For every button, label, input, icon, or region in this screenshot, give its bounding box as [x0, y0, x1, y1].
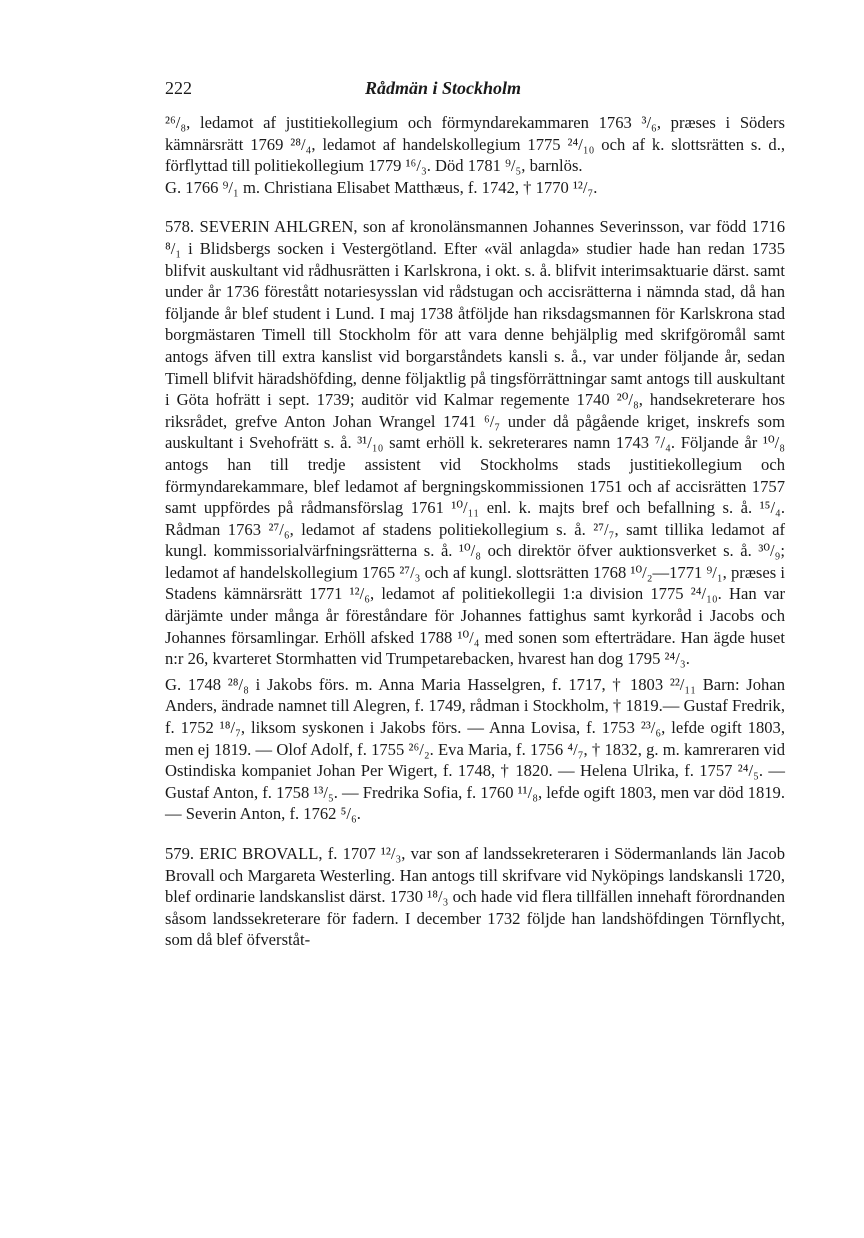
page-number: 222	[165, 78, 192, 98]
continuation-marriage-paragraph: G. 1766 ⁹/₁ m. Christiana Elisabet Matthæus, f. 1742, † 1770 ¹²/₇.	[165, 177, 598, 197]
page-header	[165, 78, 785, 106]
entry-579-paragraph: 579. ERIC BROVALL, f. 1707 ¹²/₃, var son af landssekreteraren i Södermanlands län Jacob Brovall och Margareta Westerling. Han antogs till skrifvare vid Nyköpings landskansli 1720, blef ordinarie landskanslist därst. 1730 ¹⁸/₃ och hade vid flera tillfällen innehaft förordnanden såsom landssekreterare för fadern. I december 1732 följde han landshöfdingen Törnflycht, som då blef öfverståt-	[165, 844, 785, 950]
document-page	[165, 78, 785, 951]
entry-578-family-paragraph: G. 1748 ²⁸/₈ i Jakobs förs. m. Anna Maria Hasselgren, f. 1717, † 1803 ²²/₁₁ Barn: Johan Anders, ändrade namnet till Alegren, f. 1749, rådman i Stockholm, † 1819.— Gustaf Fredrik, f. 1752 ¹⁸/₇, liksom syskonen i Jakobs förs. — Anna Lovisa, f. 1753 ²³/₆, lefde ogift 1803, men ej 1819. — Olof Adolf, f. 1755 ²⁶/₂. Eva Maria, f. 1756 ⁴/₇, † 1832, g. m. kamreraren vid Ostindiska kompaniet Johan Per Wigert, f. 1748, † 1820. — Helena Ulrika, f. 1757 ²⁴/₅. — Gustaf Anton, f. 1758 ¹³/₅. — Fredrika Sofia, f. 1760 ¹¹/₈, lefde ogift 1803, men var död 1819. — Severin Anton, f. 1762 ⁵/₆.	[165, 674, 785, 824]
continuation-paragraph: ²⁶/₈, ledamot af justitiekollegium och förmyndarekammaren 1763 ³/₆, præses i Söders kämnärsrätt 1769 ²⁸/₄, ledamot af handelskollegium 1775 ²⁴/₁₀ och af k. slottsrätten s. d., förflyttad till politiekollegium 1779 ¹⁶/₃. Död 1781 ⁹/₅, barnlös.	[165, 113, 785, 176]
running-title: Rådmän i Stockholm	[365, 78, 522, 98]
entry-578-paragraph: 578. SEVERIN AHLGREN, son af kronolänsmannen Johannes Severinsson, var född 1716 ⁸/₁ i Blidsbergs socken i Vestergötland. Efter «väl anlagda» studier hade han redan 1735 blifvit auskultant vid rådhusrätten i Karlskrona, i okt. s. å. blifvit interimsaktuarie därst. samt under år 1736 förestått notariesysslan vid rådstugan och accisrätterna i nämnda stad, då han följande år blef student i Lund. I maj 1738 åtföljde han riksdagsmannen för Karlskrona stad borgmästaren Timell till Stockholm för att vara denne behjälplig med skrifgöromål samt antogs äfven till extra kanslist vid borgarståndets kansli s. å., var under följande år, sedan Timell blifvit häradshöfding, denne följaktlig på tingsförrättningar samt antogs till auskultant i Göta hofrätt i sept. 1739; auditör vid Kalmar regemente 1740 ²⁰/₈, handsekreterare hos riksrådet, grefve Anton Johan Wrangel 1741 ⁶/₇ under då pågående kriget, inskrefs som auskultant i Svehofrätt s. å. ³¹/₁₀ samt erhöll k. sekreterares namn 1743 ⁷/₄. Följande år ¹⁰/₈ antogs han till tredje assistent vid Stockholms stads justitiekollegium och förmyndarekammare, blef ledamot af bergningskommissionen 1751 och af accisrätten 1757 samt uppfördes på rådmansförslag 1761 ¹⁰/₁₁ enl. k. majts bref och befallning s. å. ¹⁵/₄. Rådman 1763 ²⁷/₆, ledamot af stadens politiekollegium s. å. ²⁷/₇, samt tillika ledamot af kungl. kommissorialvärfningsrätterna s. å. ¹⁰/₈ och direktör öfver auktionsverket s. å. ³⁰/₉; ledamot af handelskollegium 1765 ²⁷/₃ och af kungl. slottsrätten 1768 ¹⁰/₂—1771 ⁹/₁, præses i Stadens kämnärsrätt 1771 ¹²/₆, ledamot af politiekollegii 1:a division 1775 ²⁴/₁₀. Han var därjämte under många år föreståndare för Johannes fattighus samt kyrkoråd i Jacobs och Johannes församlingar. Erhöll afsked 1788 ¹⁰/₄ med sonen som efterträdare. Han ägde huset n:r 26, kvarteret Stormhatten vid Trumpetarebacken, hvarest han dog 1795 ²⁴/₃.	[165, 217, 785, 669]
